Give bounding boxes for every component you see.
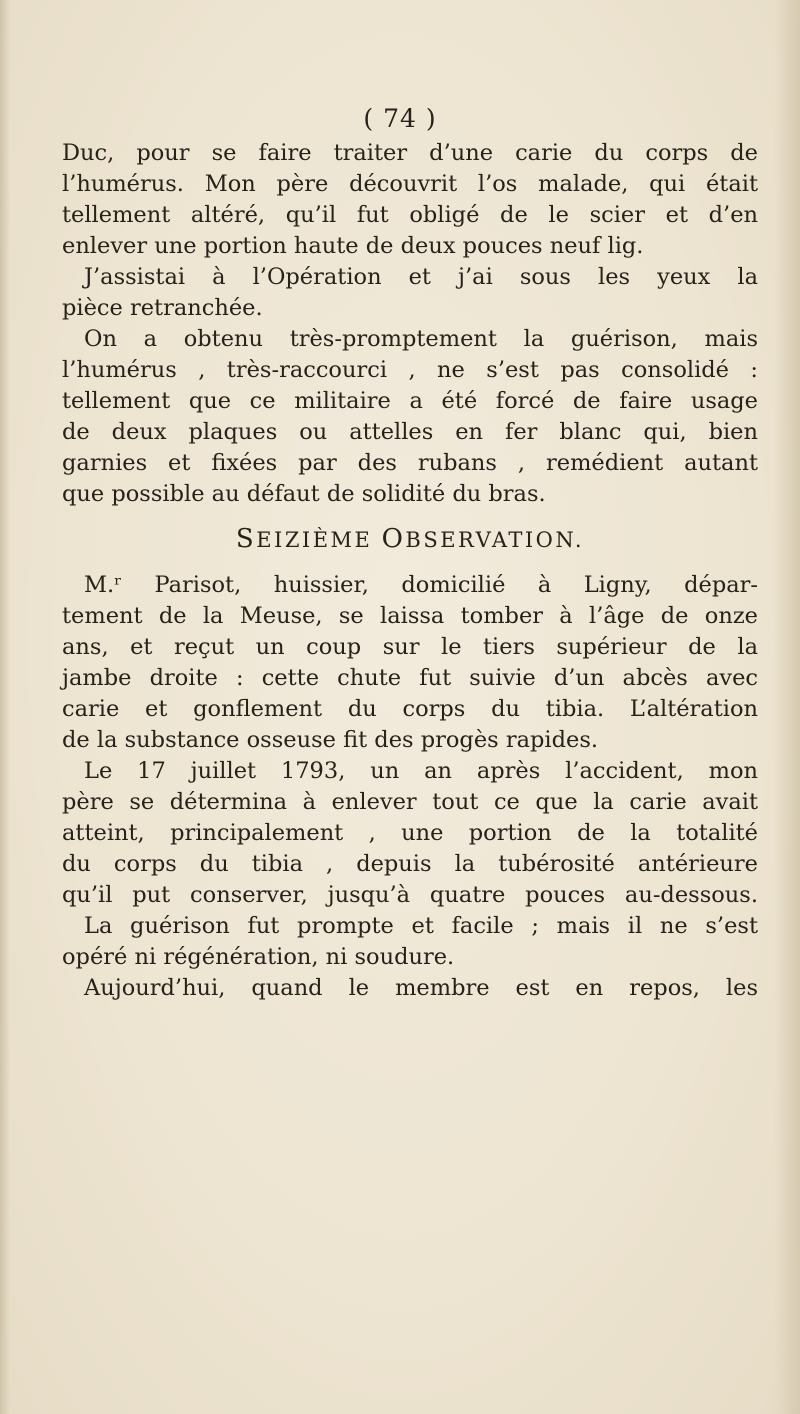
text-line: qu’il put conserver, jusqu’à quatre pouces au-dessous. bbox=[62, 882, 758, 908]
text-line: tement de la Meuse, se laissa tomber à l’âge de onze bbox=[62, 603, 758, 629]
text-line: l’humérus. Mon père découvrit l’os malade, qui était bbox=[62, 171, 758, 197]
paragraph bbox=[62, 756, 758, 911]
text-line: de deux plaques ou attelles en fer blanc qui, bien bbox=[62, 419, 758, 445]
text-line: Aujourd’hui, quand le membre est en repos, les bbox=[84, 975, 758, 1001]
body-text bbox=[62, 138, 758, 1004]
text-line: tellement que ce militaire a été forcé de faire usage bbox=[62, 388, 758, 414]
text-line: pièce retranchée. bbox=[62, 295, 263, 321]
page-right-shadow bbox=[774, 0, 800, 1414]
text-line: garnies et fixées par des rubans , remédient autant bbox=[62, 450, 758, 476]
text-line: atteint, principalement , une portion de la totalité bbox=[62, 820, 758, 846]
text-line: du corps du tibia , depuis la tubérosité antérieure bbox=[62, 851, 758, 877]
text-line: de la substance osseuse fit des progès rapides. bbox=[62, 727, 599, 753]
heading-initial: O bbox=[381, 524, 406, 554]
heading-word: EIZIÈME bbox=[256, 528, 373, 552]
text-line: La guérison fut prompte et facile ; mais il ne s’est bbox=[84, 913, 758, 939]
text-line: enlever une portion haute de deux pouces neuf lig. bbox=[62, 233, 644, 259]
text-line: carie et gonflement du corps du tibia. L’altération bbox=[62, 696, 758, 722]
page-number: ( 74 ) bbox=[363, 104, 437, 133]
text-line: ans, et reçut un coup sur le tiers supérieur de la bbox=[62, 634, 758, 660]
page-left-shadow bbox=[0, 0, 10, 1414]
paragraph bbox=[62, 138, 758, 262]
text-line: tellement altéré, qu’il fut obligé de le scier et d’en bbox=[62, 202, 758, 228]
paragraph bbox=[62, 973, 758, 1004]
paragraph bbox=[62, 324, 758, 510]
paragraph bbox=[62, 911, 758, 973]
text-line: père se détermina à enlever tout ce que la carie avait bbox=[62, 789, 758, 815]
text-line: l’humérus , très-raccourci , ne s’est pas consolidé : bbox=[62, 357, 758, 383]
text-line: que possible au défaut de solidité du bras. bbox=[62, 481, 546, 507]
section-heading bbox=[62, 524, 758, 554]
text-line: Le 17 juillet 1793, un an après l’accident, mon bbox=[84, 758, 758, 784]
text-line: jambe droite : cette chute fut suivie d’un abcès avec bbox=[62, 665, 758, 691]
text-line: J’assistai à l’Opération et j’ai sous les yeux la bbox=[84, 264, 758, 290]
paragraph bbox=[62, 262, 758, 324]
text-line: M.ʳ Parisot, huissier, domicilié à Ligny, dépar- bbox=[84, 572, 758, 598]
text-line: Duc, pour se faire traiter d’une carie du corps de bbox=[62, 140, 758, 166]
text-line: On a obtenu très-promptement la guérison, mais bbox=[84, 326, 758, 352]
text-line: opéré ni régénération, ni soudure. bbox=[62, 944, 455, 970]
heading-initial: S bbox=[235, 524, 257, 554]
heading-word: BSERVATION. bbox=[405, 528, 585, 552]
paragraph bbox=[62, 570, 758, 756]
